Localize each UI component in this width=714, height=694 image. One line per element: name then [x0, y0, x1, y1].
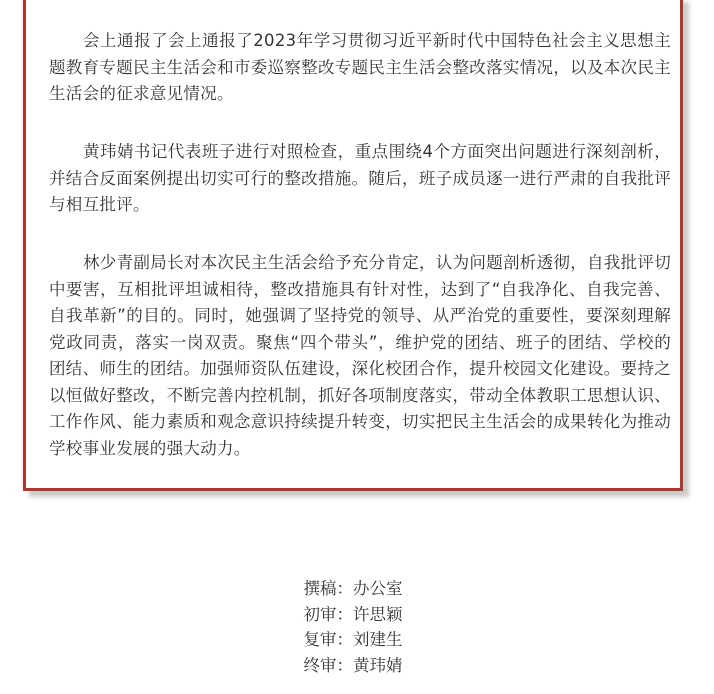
article-paragraph-1: 会上通报了会上通报了2023年学习贯彻习近平新时代中国特色社会主义思想主题教育专题民主生活会和市委巡察整改专题民主生活会整改落实情况，以及本次民主生活会的征求意见情况。 — [49, 31, 671, 103]
article-frame — [23, 0, 683, 491]
credit-first-review-row — [0, 602, 714, 628]
credit-first-review-label: 初审： — [303, 604, 353, 624]
credit-author-row — [0, 576, 714, 602]
credit-final-review-value: 黄玮婧 — [353, 655, 403, 675]
credit-author-value: 办公室 — [353, 579, 403, 598]
credit-second-review-value: 刘建生 — [353, 630, 403, 649]
credit-second-review-label: 复审： — [303, 630, 353, 649]
article-paragraph-3: 林少青副局长对本次民主生活会给予充分肯定，认为问题剖析透彻，自我批评切中要害，互相批评坦诚相待，整改措施具有针对性，达到了“自我净化、自我完善、自我革新”的目的。同时，她强调了坚持党的领导、从严治党的重要性，要深刻理解党政同责，落实一岗双责。聚焦“四个带头”，维护党的团结、班子的团结、学校的团结、师生的团结。加强师资队伍建设，深化校团合作，提升校园文化建设。要持之以恒做好整改，不断完善内控机制，抓好各项制度落实，带动全体教职工思想认识、工作作风、能力素质和观念意识持续提升转变，切实把民主生活会的成果转化为推动学校事业发展的强大动力。 — [49, 253, 671, 458]
credit-final-review-row — [0, 653, 714, 679]
editorial-credits — [0, 576, 714, 678]
credit-final-review-label: 终审： — [303, 655, 353, 675]
credit-author-label: 撰稿： — [303, 579, 353, 598]
credit-second-review-row — [0, 627, 714, 653]
credit-first-review-value: 许思颖 — [353, 604, 403, 624]
article-paragraph-2: 黄玮婧书记代表班子进行对照检查，重点围绕4个方面突出问题进行深刻剖析，并结合反面案例提出切实可行的整改措施。随后，班子成员逐一进行严肃的自我批评与相互批评。 — [49, 142, 671, 214]
